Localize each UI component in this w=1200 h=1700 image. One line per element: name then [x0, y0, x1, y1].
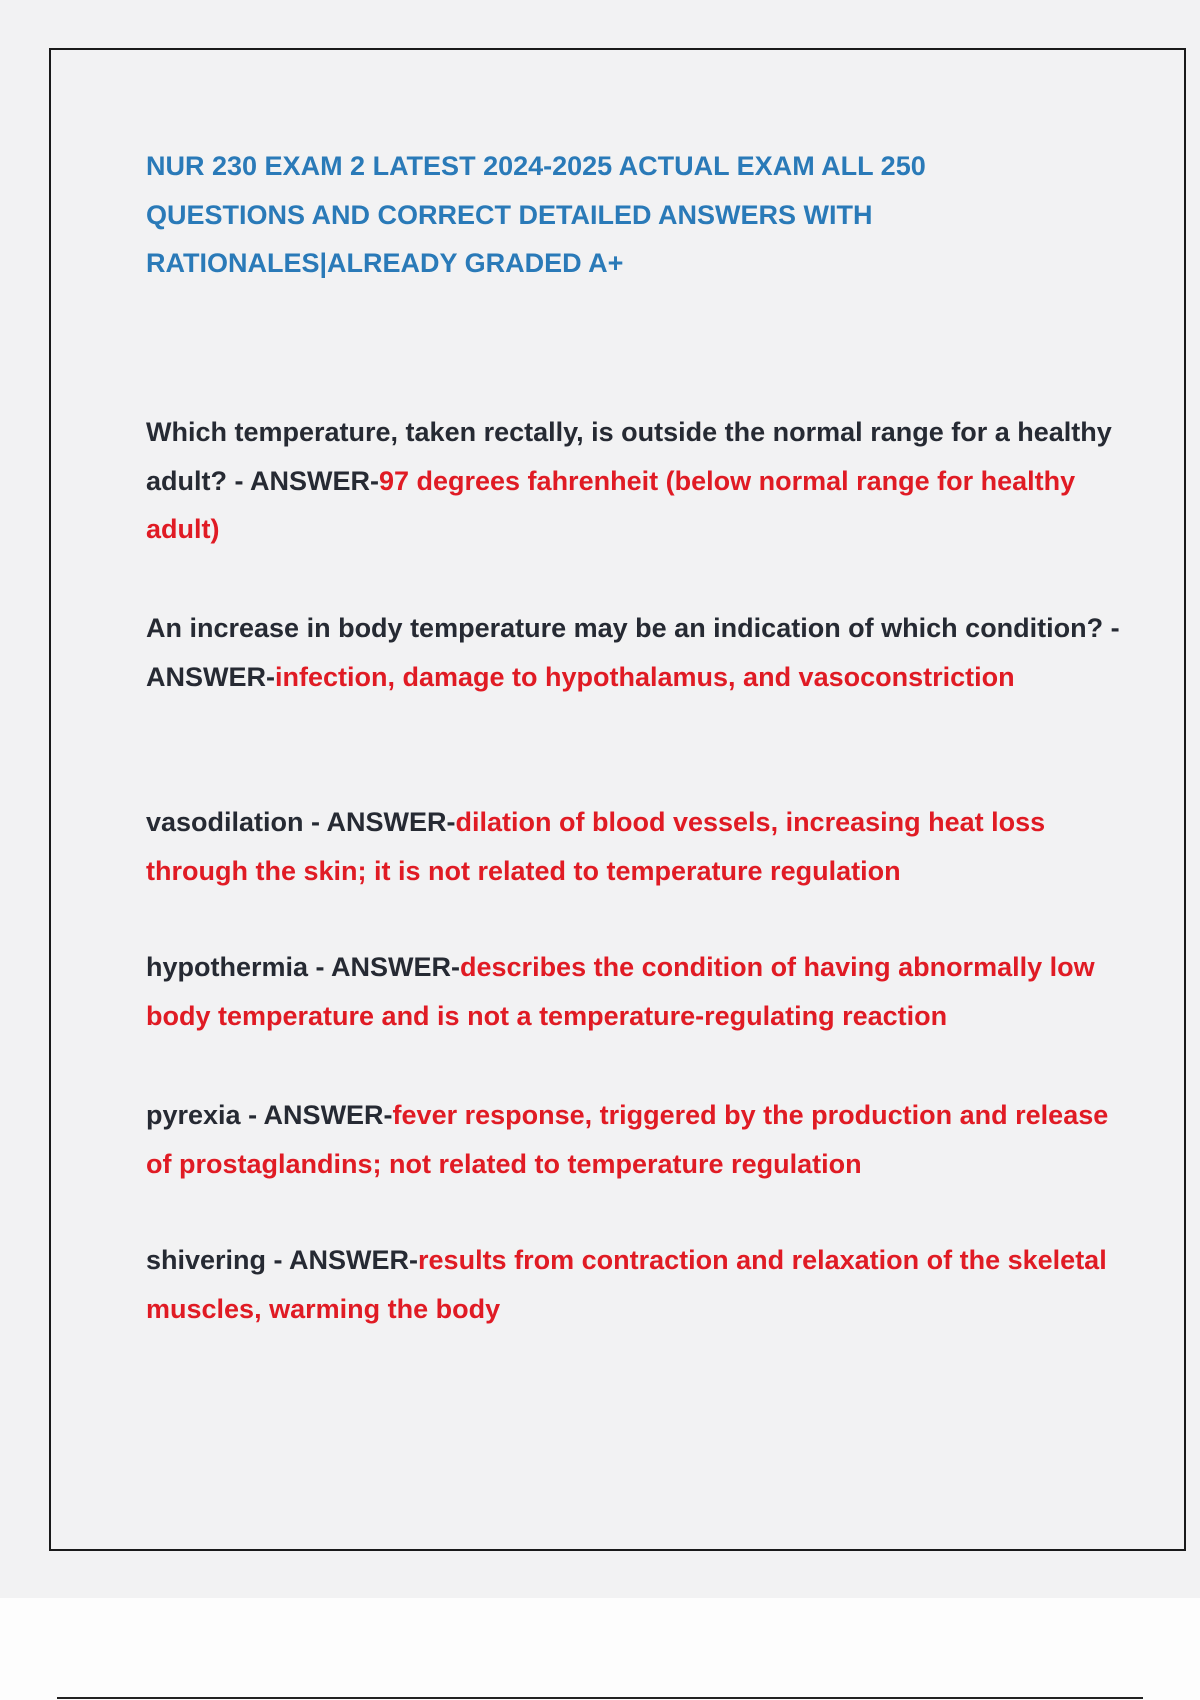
question-text: vasodilation - ANSWER-: [146, 807, 456, 837]
answer-text: fever response, triggered by the production and release of prostaglandins; not related to temperature regulation: [146, 1100, 1109, 1179]
question-text: shivering - ANSWER-: [146, 1245, 419, 1275]
qa-item: [146, 604, 1136, 701]
next-page-top-rule: [57, 1697, 1143, 1699]
answer-text: dilation of blood vessels, increasing heat loss through the skin; it is not related to temperature regulation: [146, 807, 1046, 886]
question-text: Which temperature, taken rectally, is outside the normal range for a healthy adult? - ANSWER-: [146, 417, 1112, 496]
qa-item: [146, 798, 1136, 895]
answer-text: infection, damage to hypothalamus, and vasoconstriction: [275, 661, 1015, 692]
qa-item: [146, 943, 1136, 1040]
qa-item: [146, 1091, 1136, 1188]
question-text: pyrexia - ANSWER-: [146, 1100, 393, 1130]
qa-item: [146, 408, 1136, 554]
question-text: An increase in body temperature may be an indication of which condition? - ANSWER-: [146, 613, 1120, 692]
document-title: NUR 230 EXAM 2 LATEST 2024-2025 ACTUAL EXAM ALL 250 QUESTIONS AND CORRECT DETAILED ANSWERS WITH RATIONALES|ALREADY GRADED A+: [146, 151, 926, 278]
answer-text: describes the condition of having abnormally low body temperature and is not a temperature-regulating reaction: [146, 952, 1095, 1031]
answer-text: results from contraction and relaxation of the skeletal muscles, warming the body: [146, 1245, 1107, 1324]
qa-item: [146, 1236, 1136, 1333]
answer-text: 97 degrees fahrenheit (below normal range for healthy adult): [146, 465, 1076, 544]
question-text: hypothermia - ANSWER-: [146, 952, 461, 982]
document-page: [49, 48, 1186, 1551]
